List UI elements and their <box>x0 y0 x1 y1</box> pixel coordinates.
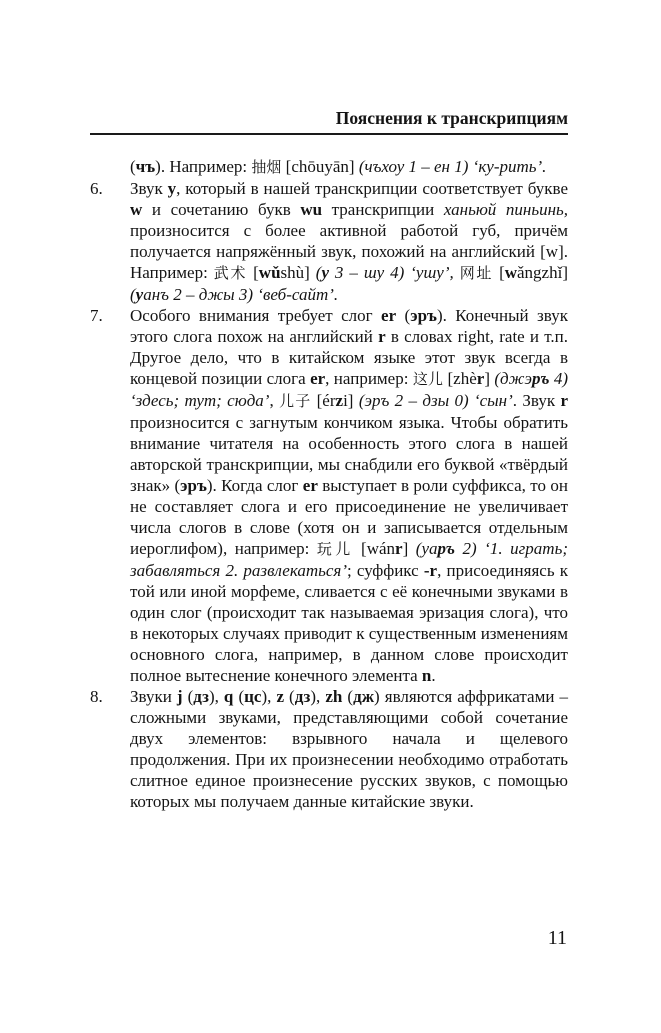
list-item <box>90 686 568 812</box>
text-run: [ <box>493 263 505 282</box>
text-run: y <box>167 179 177 198</box>
text-run: (эръ 2 – дзы 0) ‘сын’ <box>358 391 513 410</box>
page-number: 11 <box>547 927 567 949</box>
hanzi-text: 玩儿 <box>316 540 354 558</box>
hanzi-text: 抽烟 <box>251 158 282 176</box>
text-run: . Звук <box>512 391 561 410</box>
text-run: [ <box>247 263 259 282</box>
hanzi-text: 这儿 <box>412 370 444 388</box>
text-run: . <box>431 666 436 685</box>
text-run: r <box>476 369 485 388</box>
text-run: ( <box>130 285 136 304</box>
text-run: 4) ‘здесь; тут; сюда’ <box>130 369 568 410</box>
text-run: -r <box>423 561 438 580</box>
text-run: чъ <box>135 157 156 176</box>
text-run: (уа <box>415 539 438 558</box>
text-run: r <box>395 539 403 558</box>
item-number: 8. <box>90 687 103 706</box>
page-body <box>90 156 568 812</box>
text-run: z <box>276 687 284 706</box>
text-run: ръ <box>437 539 455 558</box>
text-run: [zhè <box>443 369 477 388</box>
text-run: и сочетанию букв <box>142 200 301 219</box>
item-text <box>130 686 568 812</box>
text-run: , который в нашей транскрипции соответствует букве <box>176 179 568 198</box>
text-run: (джэ <box>494 369 532 388</box>
text-run: (чъхоу 1 – ен 1) ‘ку- <box>358 157 500 176</box>
text-run: анъ 2 – джы 3) ‘веб-сайт’. <box>143 285 339 304</box>
text-run: в словах right, rate и т.п. Другое дело, что в китайском языке этот звук всегда в концевой позиции слога <box>130 327 568 388</box>
text-run: Особого внимания требует слог <box>130 306 382 325</box>
text-run: 2) ‘1. играть; забавляться 2. развлекаться’ <box>130 539 568 580</box>
text-run: Звук <box>130 179 168 198</box>
text-run: [chōuyān] <box>281 157 359 176</box>
text-run: ( <box>396 306 411 325</box>
item-number: 6. <box>90 179 103 198</box>
text-run: ), <box>310 687 326 706</box>
text-run: у <box>135 285 144 304</box>
text-run: er <box>381 306 397 325</box>
text-run: ханьюй пиньинь, <box>443 200 568 219</box>
text-run: [wán <box>353 539 396 558</box>
text-run: ǎngzhǐ] <box>517 263 568 282</box>
item-number: 7. <box>90 306 103 325</box>
list-item <box>90 305 568 686</box>
text-run: эръ <box>180 476 207 495</box>
text-run: w <box>130 200 143 219</box>
text-run: , <box>269 391 280 410</box>
text-run: [ér <box>311 391 336 410</box>
text-run: r <box>560 391 569 410</box>
text-run: ( <box>233 687 245 706</box>
text-run: ). Например: <box>155 157 252 176</box>
text-run: er <box>310 369 326 388</box>
hanzi-text: 网址 <box>459 264 494 282</box>
text-run: i] <box>343 391 359 410</box>
text-run: shù] <box>280 263 316 282</box>
continuation-paragraph <box>90 156 568 178</box>
text-run: дз <box>294 687 311 706</box>
header-rule <box>90 133 568 135</box>
text-run: j <box>176 687 183 706</box>
text-run: цс <box>244 687 262 706</box>
text-run: дж <box>353 687 375 706</box>
continuation-text <box>130 156 568 178</box>
text-run: ; суффикс <box>346 561 424 580</box>
text-run: эръ <box>410 306 437 325</box>
text-run: ( <box>315 263 322 282</box>
running-head: Пояснения к транскрипциям <box>335 108 568 128</box>
text-run: ( <box>342 687 354 706</box>
text-run: 3 – шу 4) ‘ушу’, <box>328 263 454 282</box>
text-run: ), <box>208 687 224 706</box>
text-run: рить’. <box>499 157 547 176</box>
text-run: ), <box>261 687 277 706</box>
text-run: ) являются аффрикатами – сложными звуками, представляющими собой сочетание двух элементов: взрывного начала и щелевого продолжения. При их произнесении необходимо отработать слитное единое произнесение русских звуков, с помощью которых мы получаем данные китайские звуки. <box>130 687 568 811</box>
text-run: дз <box>193 687 209 706</box>
hanzi-text: 儿子 <box>279 392 312 410</box>
text-run: транскрипции <box>322 200 444 219</box>
text-run: Звуки <box>130 687 177 706</box>
list-item <box>90 178 568 305</box>
text-run: ( <box>182 687 194 706</box>
text-run: r <box>378 327 386 346</box>
text-run: er <box>302 476 318 495</box>
text-run: ( <box>130 157 136 176</box>
text-run: zh <box>325 687 343 706</box>
text-run: , присоединяясь к той или иной морфеме, сливается с её конечными звуками в один слог (происходит так называемая эризация слога), что в некоторых случаях приводит к существенным изменениям основного слога, например, в данном слове происходит полное вытеснение конечного элемента <box>130 561 569 685</box>
text-run: , например: <box>325 369 413 388</box>
item-text <box>130 305 568 686</box>
text-run: wǔ <box>258 263 281 282</box>
hanzi-text: 武术 <box>213 264 248 282</box>
text-run: ръ <box>531 369 550 388</box>
text-run: ). Конечный звук этого слога похож на английский <box>130 306 568 346</box>
text-run: q <box>223 687 234 706</box>
text-run: произносится с более активной работой губ, причём получается напряжённый звук, похожий на английский [w]. Например: <box>130 221 568 282</box>
text-run: w <box>504 263 518 282</box>
text-run: wu <box>300 200 323 219</box>
text-run: ] <box>402 539 416 558</box>
text-run: n <box>421 666 432 685</box>
text-run: ] <box>484 369 495 388</box>
text-run: z <box>335 391 344 410</box>
item-text <box>130 178 568 305</box>
text-run: выступает в роли суффикса, то он не составляет слога и его присоединение не увеличивает числа слогов в слове (хотя он и записывается отдельным иероглифом), например: <box>130 476 568 558</box>
text-run: ). Когда слог <box>206 476 303 495</box>
text-run: произносится с загнутым кончиком языка. Чтобы обратить внимание читателя на особенность этого слога в нашей авторской транскрипции, мы снабдили его буквой «твёрдый знак» ( <box>130 413 568 495</box>
text-run: у <box>321 263 329 282</box>
text-run: ( <box>284 687 295 706</box>
